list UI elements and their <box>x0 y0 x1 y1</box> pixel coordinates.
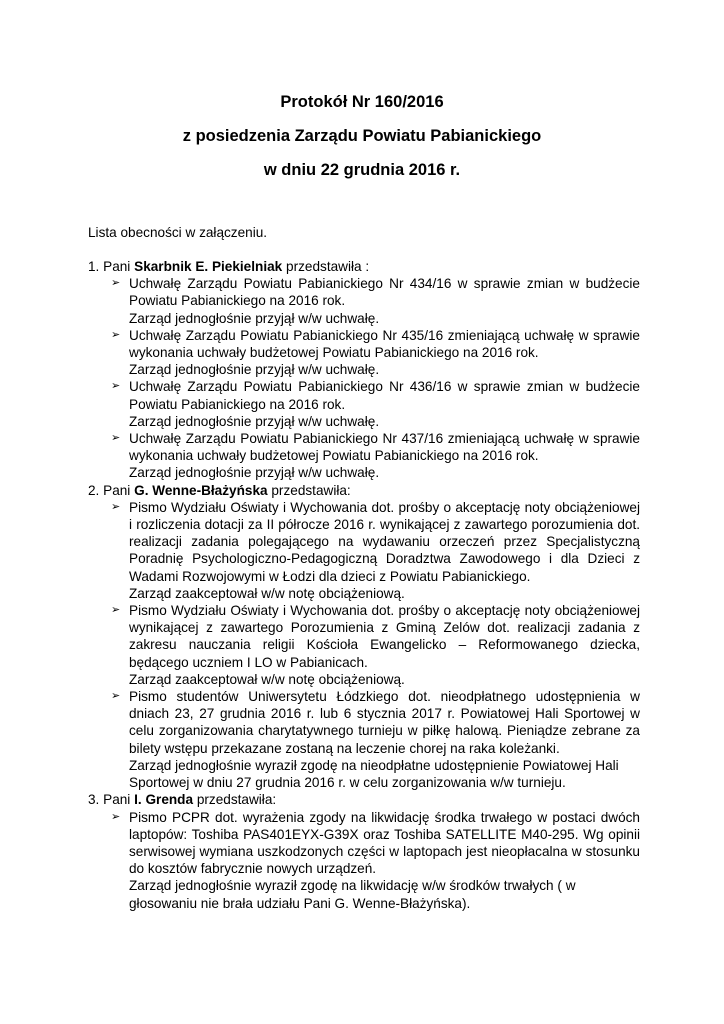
arrow-bullet-icon: ➢ <box>111 810 121 823</box>
list-item <box>88 430 640 482</box>
section-3 <box>88 791 640 911</box>
item-decision: Zarząd jednogłośnie przyjął w/w uchwałę. <box>129 362 380 378</box>
presenter-name: Skarbnik E. Piekielniak <box>134 259 283 274</box>
arrow-bullet-icon: ➢ <box>111 432 121 445</box>
item-text: Uchwałę Zarządu Powiatu Pabianickiego Nr 436/16 w sprawie zmian w budżecie Powiatu Pabianickiego na 2016 rok. <box>129 379 640 412</box>
list-item <box>88 327 640 379</box>
item-text: Uchwałę Zarządu Powiatu Pabianickiego Nr 434/16 w sprawie zmian w budżecie Powiatu Pabianickiego na 2016 rok. <box>129 276 640 309</box>
item-text: Pismo studentów Uniwersytetu Łódzkiego dot. nieodpłatnego udostępnienia w dniach 23, 27 grudnia 2016 r. lub 6 stycznia 2017 r. Powiatowej Hali Sportowej w celu zorganizowania charytatywnego turnieju w piłkę halową. Pieniądze zebrane za bilety wstępu przekazane zostaną na leczenie chorej na raka koleżanki. <box>129 689 640 756</box>
section-items <box>88 275 640 481</box>
item-decision: Zarząd jednogłośnie wyraził zgodę na nieodpłatne udostępnienie Powiatowej Hali Sportowej w dniu 27 grudnia 2016 r. w celu zorganizowania w/w turnieju. <box>129 757 619 791</box>
document-date: w dniu 22 grudnia 2016 r. <box>263 161 461 179</box>
item-decision: Zarząd jednogłośnie przyjął w/w uchwałę. <box>129 413 380 429</box>
list-item <box>88 688 640 791</box>
document-subtitle: z posiedzenia Zarządu Powiatu Pabianickiego <box>182 127 542 145</box>
section-heading <box>88 791 640 808</box>
list-item <box>88 499 640 602</box>
item-text: Pismo Wydziału Oświaty i Wychowania dot. prośby o akceptację noty obciążeniowej wynikającej z zawartego Porozumienia z Gminą Zelów dot. realizacji zadania z zakresu nauczania religii Kościoła Ewangelicko – Reformowanego dziecka, będącego uczniem I LO w Pabianicach. <box>129 603 640 670</box>
item-text: Uchwałę Zarządu Powiatu Pabianickiego Nr 437/16 zmieniającą uchwałę w sprawie wykonania uchwały budżetowej Powiatu Pabianickiego na 2016 rok. <box>129 431 640 464</box>
section-number: 3. <box>88 792 100 808</box>
sections-container <box>88 258 640 912</box>
list-item <box>88 378 640 430</box>
presenter-name: I. Grenda <box>134 792 194 808</box>
document-title: Protokół Nr 160/2016 <box>280 93 444 111</box>
item-decision: Zarząd zaakceptował w/w notę obciążeniową. <box>129 585 405 601</box>
section-prefix: Pani <box>103 259 131 274</box>
section-heading <box>88 258 640 275</box>
arrow-bullet-icon: ➢ <box>111 604 121 617</box>
item-decision: Zarząd jednogłośnie przyjął w/w uchwałę. <box>129 465 380 481</box>
list-item <box>88 809 640 912</box>
section-suffix: przedstawiła : <box>286 259 370 274</box>
section-items <box>88 809 640 912</box>
presenter-name: G. Wenne-Błażyńska <box>134 482 268 498</box>
item-text: Pismo PCPR dot. wyrażenia zgody na likwidację środka trwałego w postaci dwóch laptopów: Toshiba PAS401EYX-G39X oraz Toshiba SATELLITE M40-295. Wg opinii serwisowej wymiana uszkodzonych części w laptopach jest nieopłacalna w stosunku do kosztów fabrycznie nowych urządzeń. <box>129 809 640 877</box>
list-item <box>88 602 640 688</box>
arrow-bullet-icon: ➢ <box>111 500 121 513</box>
item-decision: Zarząd jednogłośnie wyraził zgodę na likwidację w/w środków trwałych ( w głosowaniu nie brała udziału Pani G. Wenne-Błażyńska). <box>129 878 576 911</box>
section-2 <box>88 482 640 792</box>
section-number: 1. <box>88 259 100 274</box>
section-prefix: Pani <box>103 482 131 498</box>
attendance-note: Lista obecności w załączeniu. <box>88 225 268 240</box>
section-items <box>88 499 640 791</box>
item-decision: Zarząd zaakceptował w/w notę obciążeniową. <box>129 671 405 687</box>
arrow-bullet-icon: ➢ <box>111 380 121 393</box>
list-item <box>88 275 640 327</box>
section-prefix: Pani <box>103 792 131 808</box>
item-text: Uchwałę Zarządu Powiatu Pabianickiego Nr 435/16 zmieniającą uchwałę w sprawie wykonania uchwały budżetowej Powiatu Pabianickiego na 2016 rok. <box>129 327 640 361</box>
arrow-bullet-icon: ➢ <box>111 328 121 341</box>
item-decision: Zarząd jednogłośnie przyjął w/w uchwałę. <box>129 310 380 326</box>
section-suffix: przedstawiła: <box>271 482 351 498</box>
section-1 <box>88 258 640 482</box>
item-text: Pismo Wydziału Oświaty i Wychowania dot. prośby o akceptację noty obciążeniowej i rozliczenia dotacji za II półrocze 2016 r. wynikającej z zawartego porozumienia dot. realizacji zadania polegającego na wydawaniu orzeczeń przez Specjalistyczną Poradnię Psychologiczno-Pedagogiczną Doradztwa Zawodowego i dla Dzieci z Wadami Rozwojowymi w Łodzi dla dzieci z Powiatu Pabianickiego. <box>129 499 640 584</box>
arrow-bullet-icon: ➢ <box>111 277 121 290</box>
arrow-bullet-icon: ➢ <box>111 690 121 703</box>
section-suffix: przedstawiła: <box>196 792 277 808</box>
section-heading <box>88 482 640 499</box>
section-number: 2. <box>88 482 100 498</box>
